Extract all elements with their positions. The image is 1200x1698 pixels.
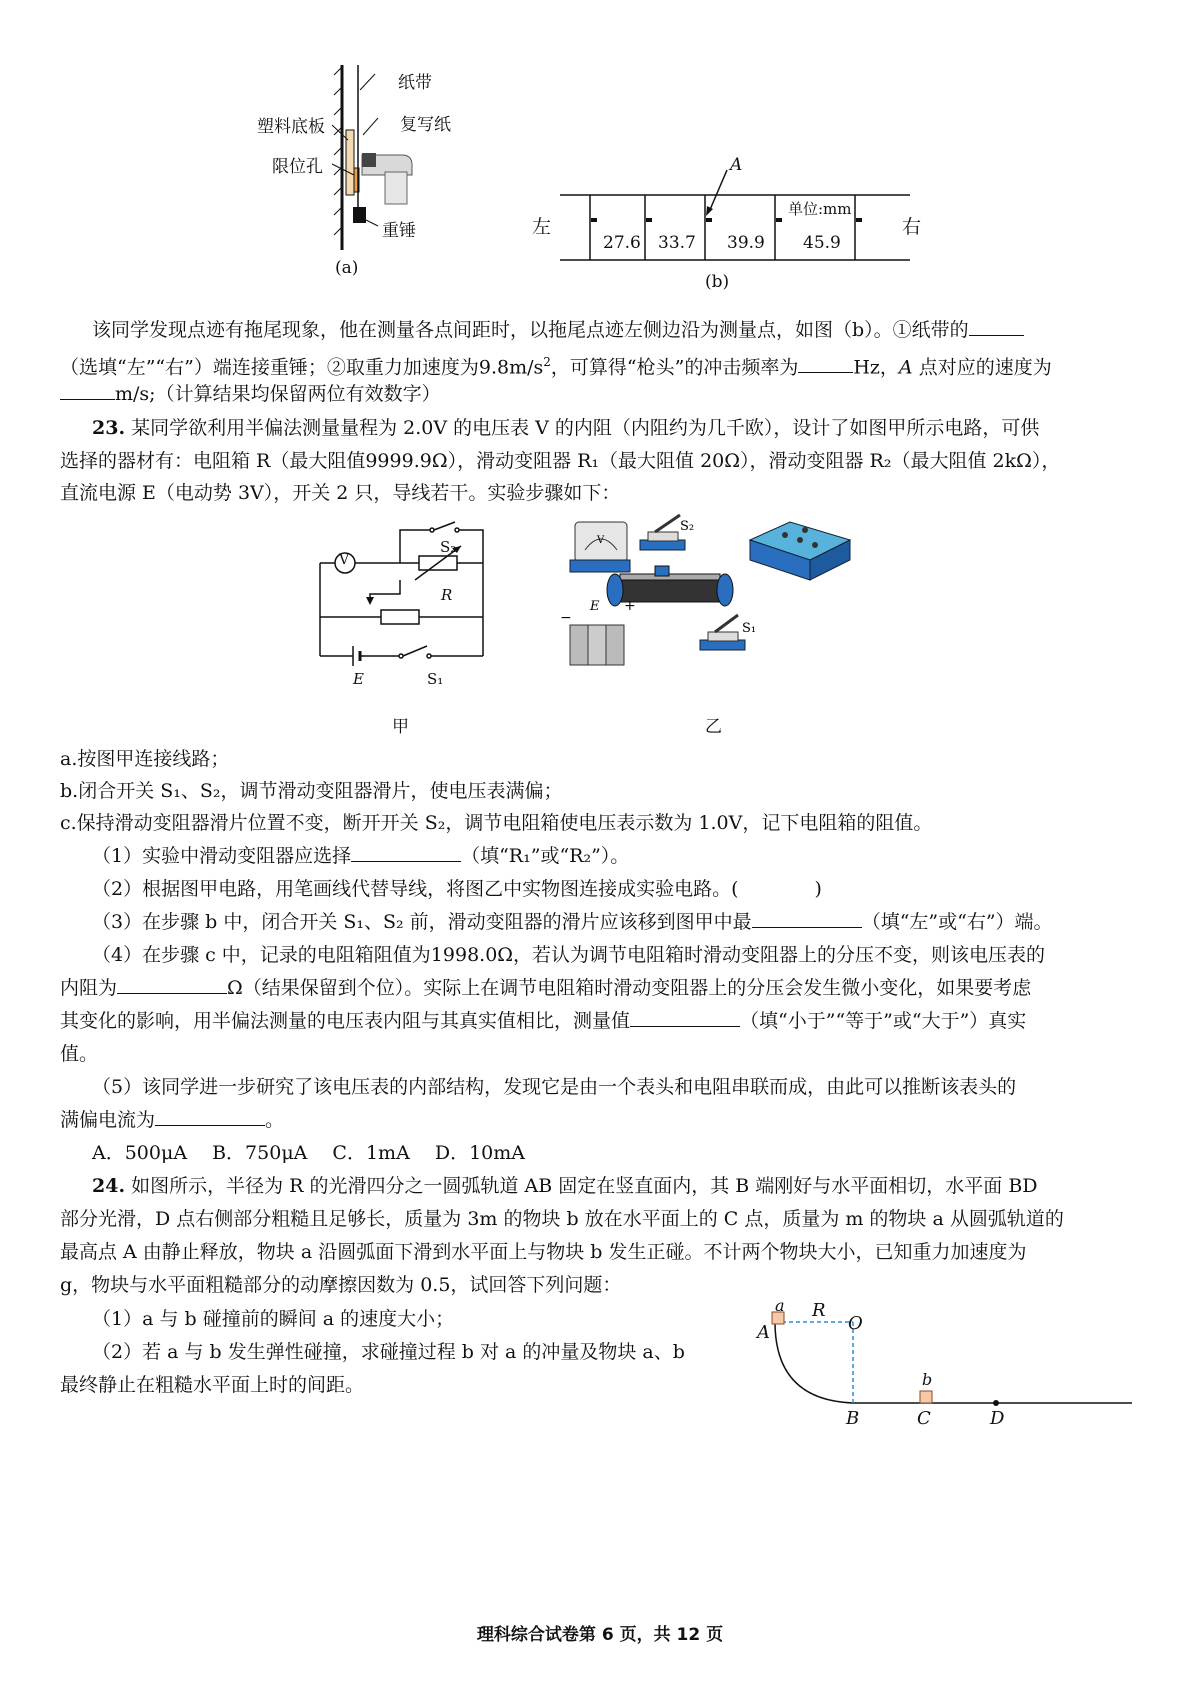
- answer-blank[interactable]: [60, 379, 115, 400]
- q23-sub4-text: 内阻为: [60, 977, 118, 999]
- switch-s1-icon: [700, 615, 756, 650]
- answer-blank[interactable]: [117, 973, 227, 994]
- svg-text:S₂: S₂: [680, 519, 695, 534]
- tape-value-4: 45.9: [803, 233, 841, 253]
- switch-s2-icon: [640, 515, 694, 550]
- circuit-label-R: R: [441, 586, 453, 604]
- answer-blank[interactable]: [351, 841, 461, 862]
- q22-line-1: [92, 315, 1182, 345]
- answer-blank[interactable]: [969, 315, 1024, 336]
- q23-sub4-text2: Ω（结果保留到个位）。实际上在调节电阻箱时滑动变阻器上的分压会发生微小变化，如果要考虑: [227, 977, 1032, 999]
- svg-text:+: +: [624, 598, 636, 614]
- fig-label-B: B: [846, 1408, 860, 1429]
- q23-sub5-text: 满偏电流为: [60, 1109, 156, 1131]
- q23-line-2: 选择的器材有：电阻箱 R（最大阻值9999.9Ω），滑动变阻器 R₁（最大阻值 20Ω），滑动变阻器 R₂（最大阻值 2kΩ），: [60, 450, 1061, 472]
- circuit-label-S1: S₁: [427, 670, 444, 688]
- answer-blank[interactable]: [798, 352, 853, 373]
- q22-sup: 2: [543, 355, 551, 369]
- fig-label-a: a: [775, 1296, 785, 1315]
- svg-text:S₁: S₁: [742, 621, 757, 636]
- label-weight: 重锤: [382, 221, 416, 241]
- page-footer: 理科综合试卷第 6 页，共 12 页: [476, 1625, 724, 1645]
- q22-text-2c: Hz，: [853, 356, 899, 379]
- q23-sub-1: [92, 841, 1182, 871]
- q24-line-2: 部分光滑，D 点右侧部分粗糙且足够长，质量为 3m 的物块 b 放在水平面上的 C 点，质量为 m 的物块 a 从圆弧轨道的: [60, 1208, 1064, 1230]
- q23-sub1-hint: （填“R₁”或“R₂”）。: [461, 845, 630, 867]
- tape-left-label: 左: [532, 216, 552, 238]
- q23-step-b: b.闭合开关 S₁、S₂，调节滑动变阻器滑片，使电压表满偏；: [60, 780, 563, 802]
- q23-line-3: 直流电源 E（电动势 3V），开关 2 只，导线若干。实验步骤如下：: [60, 482, 621, 504]
- answer-blank[interactable]: [752, 907, 862, 928]
- q23-sub-4d: 值。: [60, 1043, 99, 1065]
- fig-label-b: b: [922, 1370, 933, 1389]
- tape-right-label: 右: [902, 216, 922, 238]
- q23-step-c: c.保持滑动变阻器滑片位置不变，断开开关 S₂，调节电阻箱使电压表示数为 1.0V，记下电阻箱的阻值。: [60, 812, 933, 834]
- fig-label-O: O: [848, 1313, 863, 1334]
- q24-sub-2a: （2）若 a 与 b 发生弹性碰撞，求碰撞过程 b 对 a 的冲量及物块 a、b: [92, 1341, 685, 1363]
- q22-text-2d: A: [898, 356, 913, 379]
- fig-label-C: C: [917, 1408, 931, 1429]
- q23-options: A．500μA B．750μA C．1mA D．10mA: [92, 1142, 525, 1164]
- svg-text:−: −: [560, 610, 572, 626]
- caption-a: (a): [335, 258, 359, 278]
- caption-b: (b): [705, 272, 730, 292]
- q22-text-2b: ，可算得“枪头”的冲击频率为: [550, 356, 799, 379]
- caption-jia: 甲: [392, 717, 409, 737]
- q24-line-3: 最高点 A 由静止释放，物块 a 沿圆弧面下滑到水平面上与物块 b 发生正碰。不计两个物块大小，已知重力加速度为: [60, 1241, 1027, 1263]
- q22-text-3: m/s;（计算结果均保留两位有效数字）: [115, 383, 441, 405]
- q23-sub-4c: [60, 1006, 1150, 1036]
- svg-text:E: E: [590, 599, 600, 614]
- q23-sub3-text: （3）在步骤 b 中，闭合开关 S₁、S₂ 前，滑动变阻器的滑片应该移到图甲中最: [92, 911, 752, 933]
- q24-line-1: [92, 1171, 1182, 1201]
- q23-sub3-hint: （填“左”或“右”）端。: [861, 911, 1053, 933]
- circuit-label-E: E: [353, 670, 364, 688]
- q23-step-a: a.按图甲连接线路；: [60, 748, 230, 770]
- label-tape: 纸带: [398, 73, 432, 93]
- answer-blank[interactable]: [630, 1006, 740, 1027]
- q23-sub-4b: [60, 973, 1150, 1003]
- q22-text-2e: 点对应的速度为: [912, 356, 1052, 379]
- apparatus-yi: [560, 510, 920, 720]
- q24-number: 24.: [92, 1175, 126, 1197]
- q24-sub-2b: 最终静止在粗糙水平面上时的间距。: [60, 1374, 365, 1396]
- circuit-label-S2: S₂: [440, 538, 457, 556]
- q23-sub4-text4: （填“小于”“等于”或“大于”）真实: [740, 1010, 1027, 1032]
- q23-sub5-end: 。: [265, 1109, 285, 1131]
- battery-icon: [560, 598, 636, 665]
- q23-sub-4a: （4）在步骤 c 中，记录的电阻箱阻值为1998.0Ω，若认为调节电阻箱时滑动变阻器上的分压不变，则该电压表的: [92, 944, 1046, 966]
- tape-value-1: 27.6: [603, 233, 641, 253]
- label-limit-hole: 限位孔: [272, 157, 323, 177]
- q23-sub-2: （2）根据图甲电路，用笔画线代替导线，将图乙中实物图连接成实验电路。( ): [92, 878, 822, 900]
- svg-text:V: V: [597, 535, 605, 546]
- unit-label: 单位:mm: [788, 200, 852, 218]
- q22-line-3: [60, 379, 1150, 409]
- q22-text-2a: （选填“左”“右”）端连接重锤；②取重力加速度为9.8m/s: [60, 356, 544, 379]
- point-a-label: A: [730, 155, 743, 175]
- q23-sub1-text: （1）实验中滑动变阻器应选择: [92, 845, 352, 867]
- fig-label-A: A: [757, 1322, 770, 1343]
- label-plastic-plate: 塑料底板: [257, 117, 325, 137]
- q23-sub-3: [92, 907, 1182, 937]
- q23-text-1: 某同学欲利用半偏法测量量程为 2.0V 的电压表 V 的内阻（内阻约为几千欧），设计了如图甲所示电路，可供: [131, 417, 1040, 439]
- q24-text-1: 如图所示，半径为 R 的光滑四分之一圆弧轨道 AB 固定在竖直面内，其 B 端刚好与水平面相切，水平面 BD: [131, 1175, 1038, 1197]
- q24-line-4: g，物块与水平面粗糙部分的动摩擦因数为 0.5，试回答下列问题：: [60, 1274, 622, 1296]
- q23-line-1: [92, 413, 1182, 443]
- q23-sub-5b: [60, 1105, 1150, 1135]
- q23-sub-5a: （5）该同学进一步研究了该电压表的内部结构，发现它是由一个表头和电阻串联而成，由此可以推断该表头的: [92, 1076, 1017, 1098]
- q23-sub4-text3: 其变化的影响，用半偏法测量的电压表内阻与其真实值相比，测量值: [60, 1010, 631, 1032]
- fig-label-R: R: [812, 1300, 826, 1321]
- caption-yi: 乙: [705, 717, 722, 737]
- q23-number: 23.: [92, 417, 126, 439]
- resistance-box-icon: [750, 522, 850, 580]
- tape-value-3: 39.9: [727, 233, 765, 253]
- answer-blank[interactable]: [155, 1105, 265, 1126]
- voltmeter-icon: [570, 522, 630, 572]
- q24-sub-1: （1）a 与 b 碰撞前的瞬间 a 的速度大小；: [92, 1308, 455, 1330]
- fig-label-D: D: [990, 1408, 1005, 1429]
- q22-text-1: 该同学发现点迹有拖尾现象，他在测量各点间距时，以拖尾点迹左侧边沿为测量点，如图（b）。①纸带的: [92, 319, 969, 341]
- circuit-diagram-jia: [315, 520, 505, 710]
- q22-line-2: [60, 347, 1150, 382]
- tape-value-2: 33.7: [658, 233, 696, 253]
- circuit-label-V: V: [339, 552, 350, 568]
- label-carbon-paper: 复写纸: [400, 115, 451, 135]
